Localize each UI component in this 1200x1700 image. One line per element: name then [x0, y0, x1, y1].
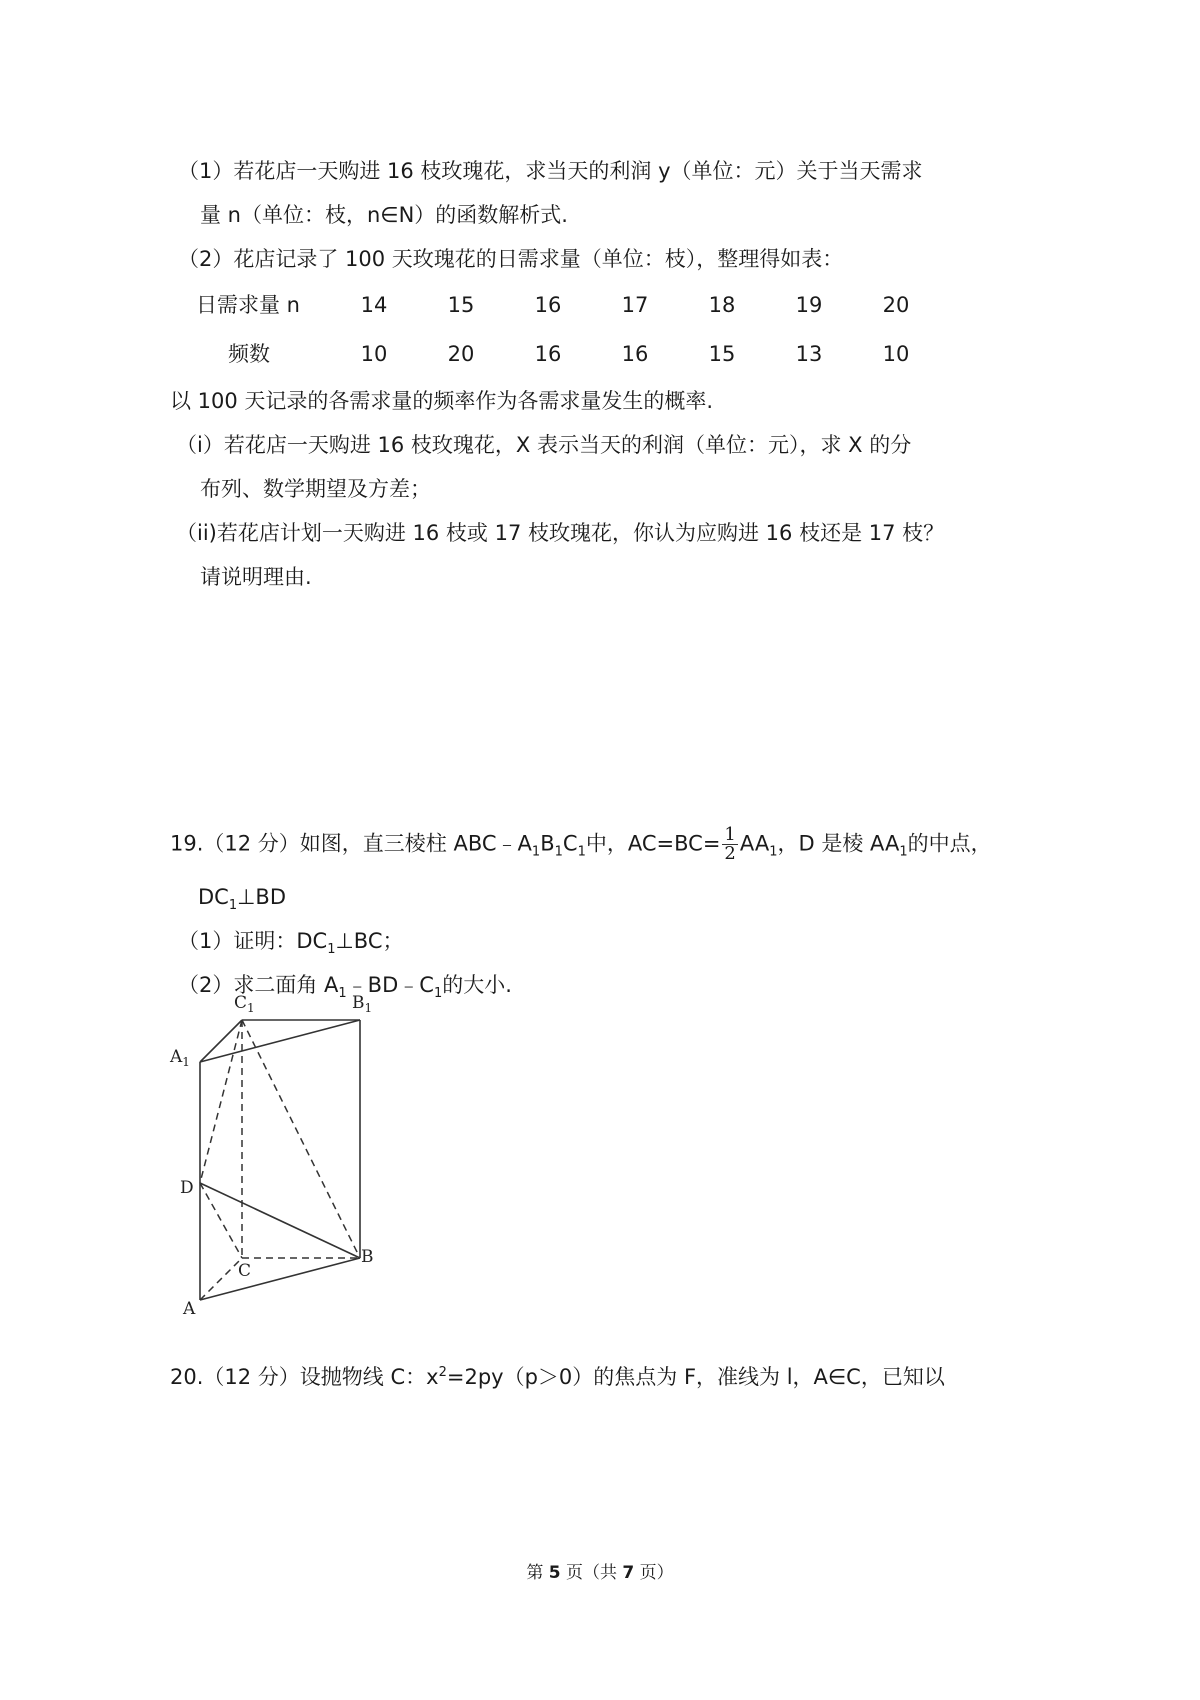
edge-d-b [200, 1183, 360, 1258]
q19-part1: （1）证明：$DC_1\perp BC$； [178, 929, 404, 958]
q18-sub-i-line2: 布列、数学期望及方差； [200, 477, 431, 501]
q19-condition: $DC_1\perp BD$ [198, 885, 286, 914]
label-d: D [180, 1178, 194, 1198]
q18-sub-ii-line2: 请说明理由. [200, 565, 312, 589]
q18-part1-line1: （1）若花店一天购进 16 枝玫瑰花，求当天的利润 y（单位：元）关于当天需求 [178, 159, 923, 183]
edge-a-b [200, 1258, 360, 1300]
table-cell: 20 [882, 293, 910, 317]
table-cell: 15 [447, 293, 475, 317]
table-cell: 13 [795, 342, 823, 366]
table-cell: 16 [534, 342, 562, 366]
table-cell: 16 [621, 342, 649, 366]
q18-part1-line2: 量 n（单位：枝，n∈N）的函数解析式. [200, 203, 568, 227]
table-cell: 10 [882, 342, 910, 366]
table-cell: 17 [621, 293, 649, 317]
table-cell: 20 [447, 342, 475, 366]
table-cell: 16 [534, 293, 562, 317]
table-cell: 15 [708, 342, 736, 366]
edge-c1-d-hidden [200, 1020, 242, 1183]
fraction-one-half: $\frac{1}{2}$ [724, 824, 736, 864]
table-cell: 10 [360, 342, 388, 366]
table-row-label: 频数 [228, 342, 270, 366]
table-cell: 19 [795, 293, 823, 317]
edge-a1-b1 [200, 1020, 360, 1062]
q19-stem: 19.（12 分）如图，直三棱柱 $ABC﹣A_1B_1C_1$中，AC=BC= $\frac{1}{2}$ $AA_1$，D 是棱 $AA_1$的中点， [170, 824, 992, 864]
label-a: A [183, 1299, 196, 1319]
label-c1: $C_1$ [234, 993, 255, 1015]
label-b1: $B_1$ [352, 993, 373, 1015]
edge-d-c-hidden [200, 1183, 242, 1258]
label-b: B [361, 1247, 374, 1267]
q18-sub-ii-line1: （ii)若花店计划一天购进 16 枝或 17 枝玫瑰花，你认为应购进 16 枝还是 17 枝？ [176, 521, 945, 545]
edge-c1-b-hidden [242, 1020, 360, 1258]
current-page-number: 5 [548, 1563, 561, 1583]
table-cell: 18 [708, 293, 736, 317]
total-page-count: 7 [622, 1563, 635, 1583]
label-c: C [238, 1261, 252, 1281]
q20-stem: 20.（12 分）设抛物线 C：$x^2=2py(p>0)$的焦点为 F，准线为 l，A∈C，已知以 [170, 1365, 945, 1389]
question-number: 19. [170, 831, 204, 856]
q18-sub-i-line1: （i）若花店一天购进 16 枝玫瑰花，X 表示当天的利润（单位：元），求 X 的分 [176, 433, 912, 457]
q18-note: 以 100 天记录的各需求量的频率作为各需求量发生的概率. [170, 389, 714, 413]
table-cell: 14 [360, 293, 388, 317]
q19-part2: （2）求二面角 $A_1﹣BD﹣C_1$的大小. [178, 973, 512, 1002]
question-number: 20. [170, 1365, 204, 1389]
table-row-label: 日需求量 n [196, 293, 300, 317]
page-footer: 第 5 页（共 7 页） [526, 1563, 674, 1583]
label-a1: $A_1$ [170, 1047, 190, 1069]
q18-part2-line1: （2）花店记录了 100 天玫瑰花的日需求量（单位：枝），整理得如表： [178, 247, 844, 271]
